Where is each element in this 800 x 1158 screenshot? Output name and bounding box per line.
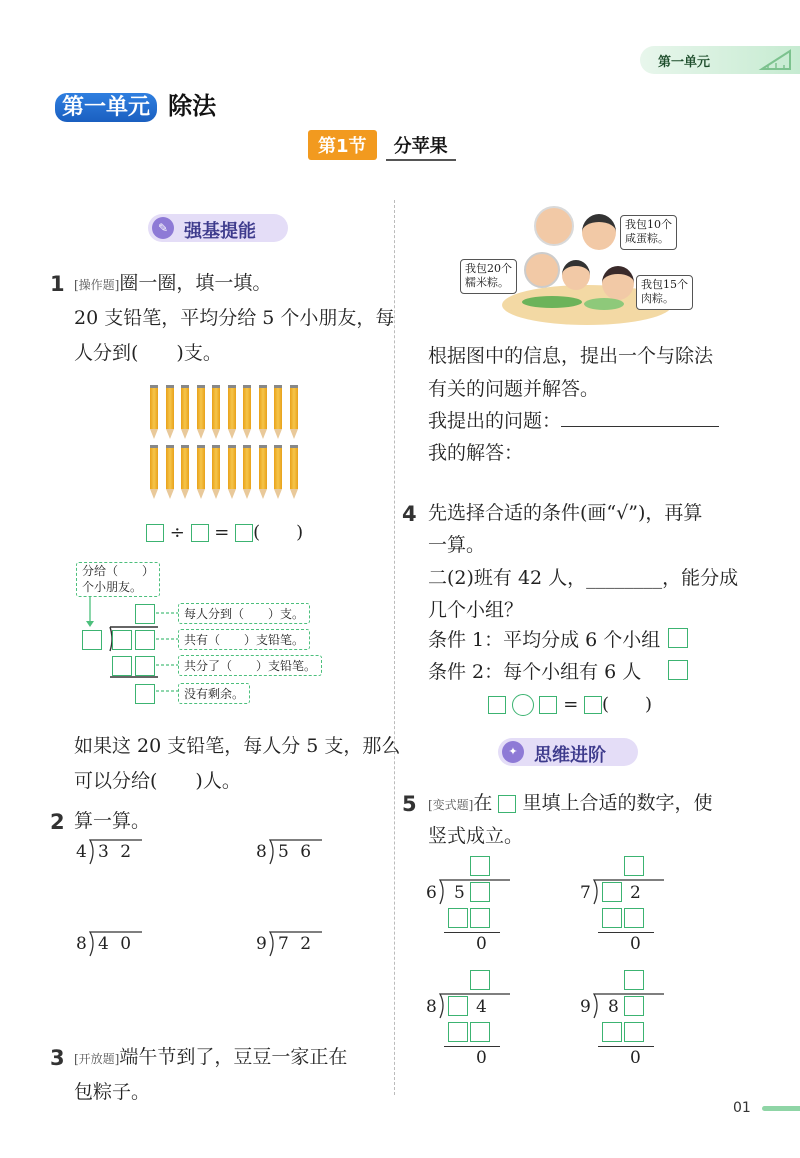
q5-line1: [变式题]在 里填上合适的数字，使	[428, 792, 713, 814]
q4-line1: 先选择合适的条件(画“√”)，再算	[428, 502, 703, 524]
q4-equation	[488, 690, 652, 721]
q4-line2: 一算。	[428, 534, 486, 556]
section-advanced-label: 思维进阶	[534, 745, 606, 766]
q1-label-each: 每人分到（ ）支。	[178, 603, 310, 624]
section-basic	[148, 214, 288, 242]
section-advanced	[498, 738, 638, 766]
q5-p1-dividend-box[interactable]	[470, 882, 490, 902]
q5-p4-dividend-box[interactable]	[624, 996, 644, 1016]
q5-number: 5	[402, 792, 417, 816]
q1-divisor-box[interactable]	[82, 630, 102, 650]
q1-label-remainder: 没有剩余。	[178, 683, 250, 704]
pencil-icon	[166, 445, 174, 489]
q3-line5: 我提出的问题：	[428, 405, 719, 437]
pencil-icon	[243, 385, 251, 429]
q5-puzzle-2: 7 2 0	[578, 856, 668, 956]
q3-line6: 我的解答：	[428, 442, 524, 464]
q4-number: 4	[402, 502, 417, 526]
q1-line5: 可以分给( )人。	[74, 770, 241, 792]
footer-bar	[762, 1106, 800, 1111]
q1-eq-box-2[interactable]	[191, 524, 209, 542]
q5-puzzle-3: 8 4 0	[424, 970, 514, 1070]
q4-line3: 二(2)班有 42 人，________，能分成	[428, 567, 739, 589]
person-boy	[562, 260, 590, 290]
q4-eq-box-2[interactable]	[539, 696, 557, 714]
q5-p3-product-2[interactable]	[470, 1022, 490, 1042]
pencil-icon	[181, 445, 189, 489]
ruler-icon	[758, 47, 794, 73]
q5-p2-dividend-box[interactable]	[602, 882, 622, 902]
q1-line2: 20 支铅笔，平均分给 5 个小朋友，每	[74, 307, 395, 329]
q1-quotient-box[interactable]	[135, 604, 155, 624]
q1-eq-box-3[interactable]	[235, 524, 253, 542]
section-title: 分苹果	[386, 131, 456, 161]
q5-p2-product-1[interactable]	[602, 908, 622, 928]
q4-cond1: 条件 1：平均分成 6 个小组	[428, 629, 661, 651]
q1-dividend-box-2[interactable]	[135, 630, 155, 650]
q5-p2-product-2[interactable]	[624, 908, 644, 928]
q1-dividend-box-1[interactable]	[112, 630, 132, 650]
q5-p4-quotient[interactable]	[624, 970, 644, 990]
q5-tag: [变式题]	[428, 798, 474, 812]
q5-p1-quotient[interactable]	[470, 856, 490, 876]
q1-line1	[74, 267, 271, 299]
q1-line4: 如果这 20 支铅笔，每人分 5 支，那么	[74, 735, 401, 757]
q5-puzzle-1: 6 5 0	[424, 856, 514, 956]
pencil-icon	[259, 445, 267, 489]
q5-puzzle-4: 9 8 0	[578, 970, 668, 1070]
q1-product-box-2[interactable]	[135, 656, 155, 676]
pencil-badge-icon: ✎	[152, 217, 174, 239]
bubble-grandma: 我包20个 糯米粽。	[460, 259, 517, 294]
q1-equation	[146, 518, 303, 549]
q4-eq-box-1[interactable]	[488, 696, 506, 714]
q5-p3-product-1[interactable]	[448, 1022, 468, 1042]
person-grandpa	[534, 206, 574, 246]
pencil-icon	[150, 385, 158, 429]
person-mom	[602, 266, 634, 300]
section-basic-label: 强基提能	[184, 221, 256, 242]
pencil-grid	[150, 385, 310, 505]
pencil-icon	[181, 385, 189, 429]
pencil-icon	[212, 385, 220, 429]
page-number: 01	[733, 1100, 751, 1116]
pencil-icon	[290, 385, 298, 429]
q1-instruction: 圈一圈，填一填。	[119, 272, 272, 294]
q4-eq-unit: ( )	[602, 694, 653, 715]
q3-line1: [开放题]端午节到了，豆豆一家正在	[74, 1046, 348, 1068]
pencil-icon	[228, 385, 236, 429]
q5-p4-product-1[interactable]	[602, 1022, 622, 1042]
q1-label-divisor: 分给（ ） 个小朋友。	[76, 562, 160, 597]
pencil-icon	[259, 385, 267, 429]
q1-line3: 人分到( )支。	[74, 342, 222, 364]
pencil-icon	[166, 385, 174, 429]
q1-eq-divide: ÷	[169, 522, 185, 543]
q3-line4: 有关的问题并解答。	[428, 378, 600, 400]
q1-eq-box-1[interactable]	[146, 524, 164, 542]
zongzi-plate	[584, 298, 624, 310]
pencil-icon	[274, 385, 282, 429]
chapter-heading	[55, 86, 216, 121]
medal-icon: ✦	[502, 741, 524, 763]
chapter-title: 除法	[168, 92, 217, 120]
q4-cond2: 条件 2：每个小组有 6 人	[428, 661, 642, 683]
q5-p3-dividend-box[interactable]	[448, 996, 468, 1016]
q5-p4-product-2[interactable]	[624, 1022, 644, 1042]
person-grandma	[524, 252, 560, 288]
section-heading	[308, 130, 456, 160]
pencil-icon	[274, 445, 282, 489]
q4-line4: 几个小组？	[428, 599, 524, 621]
q4-cond1-checkbox[interactable]	[668, 628, 688, 648]
q5-p1-product-1[interactable]	[448, 908, 468, 928]
q3-number: 3	[50, 1046, 65, 1070]
pencil-icon	[212, 445, 220, 489]
unit-tab	[640, 46, 800, 74]
q1-label-used: 共分了（ ）支铅笔。	[178, 655, 322, 676]
q4-cond2-checkbox[interactable]	[668, 660, 688, 680]
q3-question-blank[interactable]	[561, 409, 719, 427]
q2-number: 2	[50, 810, 65, 834]
pencil-icon	[243, 445, 251, 489]
q1-remainder-box[interactable]	[135, 684, 155, 704]
pencil-icon	[228, 445, 236, 489]
leaves	[522, 296, 582, 308]
q5-p1-product-2[interactable]	[470, 908, 490, 928]
bubble-dad: 我包10个 咸蛋粽。	[620, 215, 677, 250]
q2-instruction: 算一算。	[74, 810, 151, 832]
bubble-mom: 我包15个 肉粽。	[636, 275, 693, 310]
section-badge: 第1节	[308, 130, 377, 160]
q3-tag: [开放题]	[74, 1052, 120, 1066]
q1-eq-equals: =	[214, 522, 230, 543]
chapter-badge: 第一单元	[55, 93, 157, 122]
q5-p2-quotient[interactable]	[624, 856, 644, 876]
pencil-icon	[197, 445, 205, 489]
person-dad	[582, 214, 616, 250]
q1-eq-unit: ( )	[253, 522, 304, 543]
q1-product-box-1[interactable]	[112, 656, 132, 676]
q3-line2: 包粽子。	[74, 1081, 151, 1103]
q1-number: 1	[50, 272, 65, 296]
q4-eq-equals: =	[563, 694, 579, 715]
q3-line3: 根据图中的信息，提出一个与除法	[428, 345, 714, 367]
q5-p3-quotient[interactable]	[470, 970, 490, 990]
q5-sample-box	[498, 795, 516, 813]
q1-tag: [操作题]	[74, 278, 120, 292]
pencil-icon	[290, 445, 298, 489]
unit-tab-label: 第一单元	[658, 55, 711, 70]
q1-label-total: 共有（ ）支铅笔。	[178, 629, 310, 650]
pencil-icon	[197, 385, 205, 429]
q4-eq-operator-circle[interactable]	[512, 694, 534, 716]
q5-line2: 竖式成立。	[428, 825, 524, 847]
q4-eq-box-3[interactable]	[584, 696, 602, 714]
pencil-icon	[150, 445, 158, 489]
